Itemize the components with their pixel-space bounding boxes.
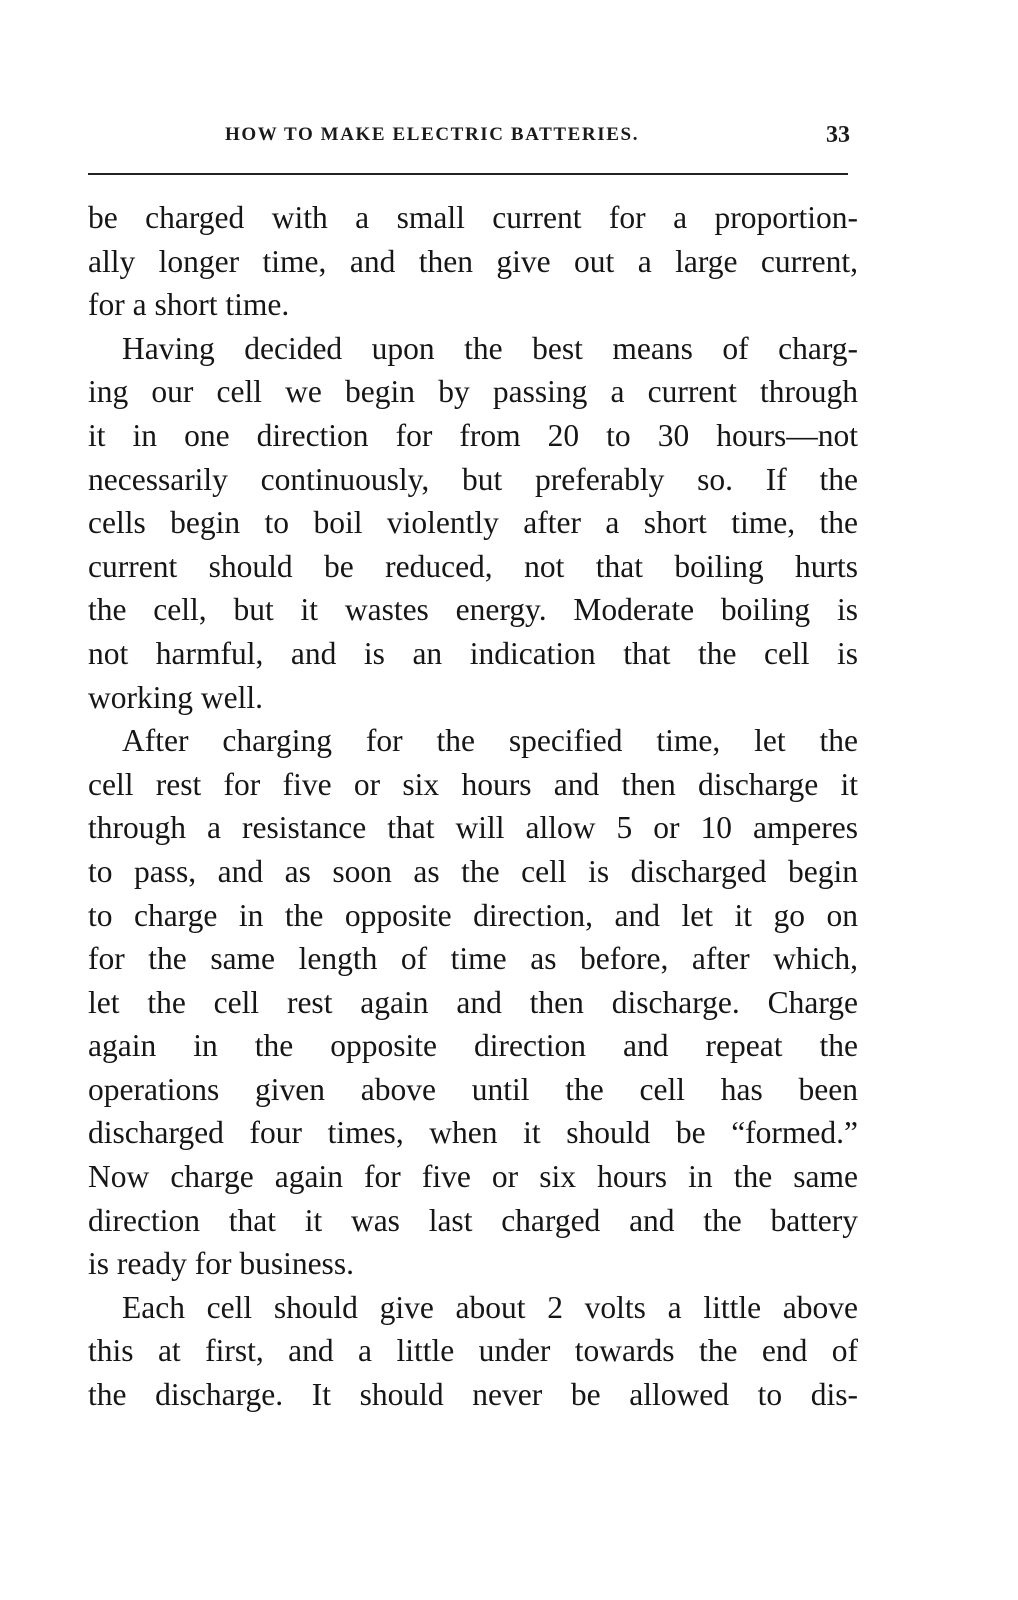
running-title: HOW TO MAKE ELECTRIC BATTERIES. — [225, 124, 640, 145]
page-number: 33 — [826, 122, 850, 148]
text-line: this at first, and a little under towards the end of — [88, 1333, 858, 1369]
running-head — [88, 122, 858, 154]
text-line: cells begin to boil violently after a short time, the — [88, 505, 858, 541]
text-line: direction that it was last charged and the battery — [88, 1202, 858, 1238]
text-line: to pass, and as soon as the cell is discharged begin — [88, 853, 858, 889]
text-line: for a short time. — [88, 287, 290, 323]
text-line: is ready for business. — [88, 1246, 354, 1282]
text-line: current should be reduced, not that boiling hurts — [88, 548, 858, 584]
text-line: be charged with a small current for a proportion- — [88, 200, 858, 235]
text-line: again in the opposite direction and repeat the — [88, 1028, 858, 1064]
text-line: let the cell rest again and then discharge. Charge — [88, 984, 858, 1020]
text-line: cell rest for five or six hours and then discharge it — [88, 766, 858, 802]
text-line: the cell, but it wastes energy. Moderate boiling is — [88, 592, 858, 628]
text-line: operations given above until the cell has been — [88, 1071, 858, 1107]
text-line: discharged four times, when it should be “formed.” — [88, 1115, 858, 1151]
text-line: to charge in the opposite direction, and let it go on — [88, 897, 858, 933]
text-line: necessarily continuously, but preferably so. If the — [88, 461, 858, 497]
text-line: ally longer time, and then give out a large current, — [88, 243, 858, 279]
text-line: not harmful, and is an indication that the cell is — [88, 635, 858, 671]
text-line: Now charge again for five or six hours in the same — [88, 1159, 858, 1195]
text-line: through a resistance that will allow 5 or 10 amperes — [88, 810, 858, 846]
text-line: for the same length of time as before, after which, — [88, 941, 858, 977]
header-rule — [88, 173, 848, 175]
text-line: working well. — [88, 679, 263, 715]
text-line: it in one direction for from 20 to 30 hours—not — [88, 417, 858, 453]
text-line: After charging for the specified time, let the — [122, 723, 858, 759]
text-line: the discharge. It should never be allowed to dis- — [88, 1377, 858, 1413]
text-line: ing our cell we begin by passing a current through — [88, 374, 858, 410]
text-line: Having decided upon the best means of charg- — [122, 330, 858, 366]
text-line: Each cell should give about 2 volts a little above — [122, 1289, 858, 1325]
body-text — [88, 196, 858, 1417]
